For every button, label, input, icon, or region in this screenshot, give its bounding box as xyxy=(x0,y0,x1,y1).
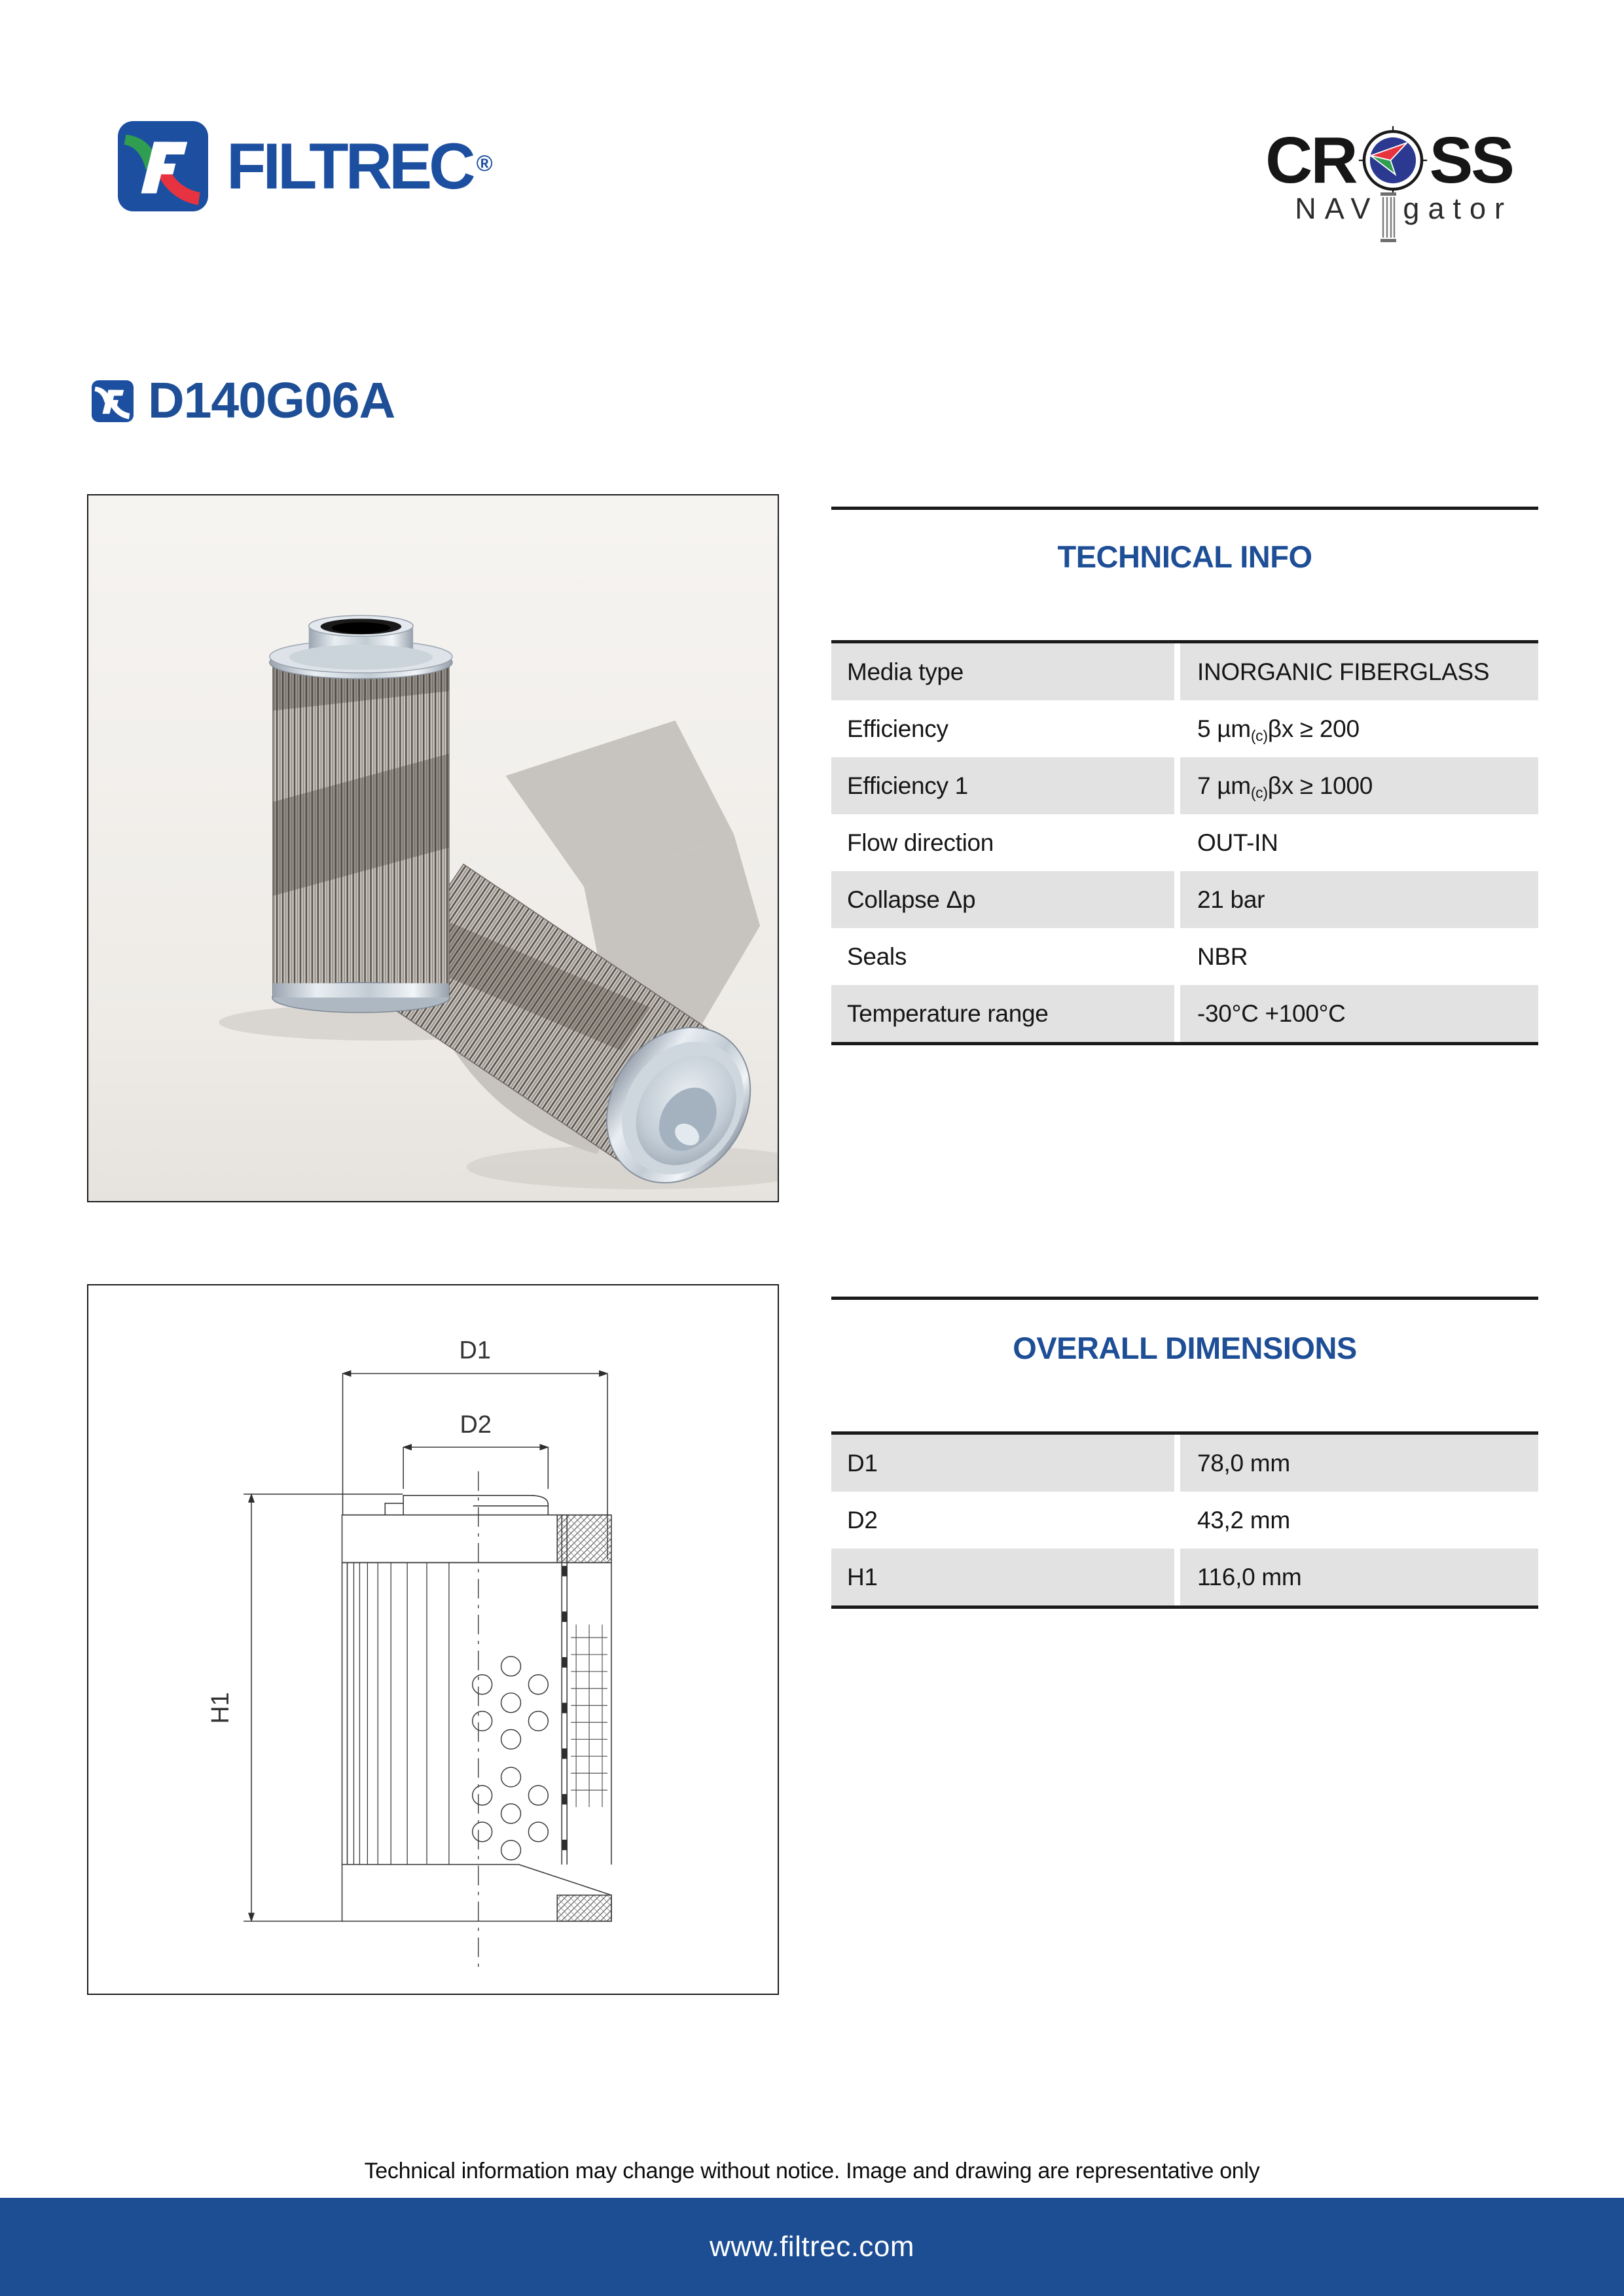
section-divider xyxy=(831,507,1538,510)
row-label: Temperature range xyxy=(847,999,1049,1027)
filtrec-wordmark: FILTREC ® xyxy=(226,130,493,202)
row-label: Efficiency xyxy=(847,715,948,742)
table-row xyxy=(831,643,1538,700)
cross-navigator-logo xyxy=(1238,124,1513,242)
row-value: 21 bar xyxy=(1197,886,1265,913)
column-i-icon xyxy=(1380,192,1397,242)
row-value: INORGANIC FIBERGLASS xyxy=(1197,658,1490,685)
drawing-label-d1: D1 xyxy=(459,1336,491,1365)
row-value: 116,0 mm xyxy=(1197,1563,1302,1590)
row-value: 7 µm xyxy=(1197,772,1251,799)
product-photo xyxy=(87,494,779,1202)
row-label: Media type xyxy=(847,658,964,685)
row-value-suffix: βx ≥ 200 xyxy=(1267,715,1360,742)
technical-drawing-image xyxy=(88,1285,778,1994)
overall-dimensions-table xyxy=(831,1431,1538,1609)
table-row xyxy=(831,1435,1538,1492)
table-row xyxy=(831,814,1538,871)
row-value: OUT-IN xyxy=(1197,829,1278,856)
product-code-icon xyxy=(92,380,134,422)
row-label: Seals xyxy=(847,942,907,970)
table-row xyxy=(831,1549,1538,1605)
website-url: www.filtrec.com xyxy=(709,2231,915,2263)
table-row xyxy=(831,871,1538,928)
overall-dimensions-section xyxy=(831,1297,1538,1609)
row-label: H1 xyxy=(847,1563,878,1590)
technical-drawing xyxy=(87,1284,779,1995)
row-label: D1 xyxy=(847,1449,878,1477)
cross-cr-text: CR xyxy=(1265,124,1356,197)
row-label: Efficiency 1 xyxy=(847,772,968,799)
cross-wordmark xyxy=(1238,124,1513,196)
row-value: 78,0 mm xyxy=(1197,1449,1290,1477)
row-label: D2 xyxy=(847,1506,878,1534)
drawing-label-d2: D2 xyxy=(460,1411,492,1439)
footer-bar xyxy=(0,2198,1624,2296)
technical-info-section xyxy=(831,507,1538,1045)
table-row: Efficiency 5 µm $_{(c)}$ βx ≥ 200 xyxy=(831,700,1538,757)
row-value-suffix: βx ≥ 1000 xyxy=(1267,772,1373,799)
table-row: Efficiency 1 7 µm $_{(c)}$ βx ≥ 1000 xyxy=(831,757,1538,814)
compass-icon xyxy=(1358,125,1428,196)
registered-mark: ® xyxy=(476,151,493,176)
drawing-label-h1: H1 xyxy=(207,1692,235,1724)
filtrec-logo-icon xyxy=(118,121,208,211)
navigator-nav-text: NAV xyxy=(1295,192,1379,225)
product-code: D140G06A xyxy=(148,372,395,429)
overall-dimensions-title: OVERALL DIMENSIONS xyxy=(1013,1331,1357,1365)
table-row xyxy=(831,928,1538,985)
cross-ss-text: SS xyxy=(1429,124,1513,197)
technical-info-table xyxy=(831,640,1538,1045)
row-label: Collapse Δp xyxy=(847,886,976,913)
row-value: 43,2 mm xyxy=(1197,1506,1290,1534)
row-value: NBR xyxy=(1197,942,1248,970)
table-row xyxy=(831,1492,1538,1549)
table-row xyxy=(831,985,1538,1042)
disclaimer-note: Technical information may change without notice. Image and drawing are representative only xyxy=(364,2159,1260,2183)
filtrec-logo xyxy=(118,121,493,211)
technical-info-title: TECHNICAL INFO xyxy=(1057,539,1312,574)
product-title xyxy=(92,372,395,430)
row-value: -30°C +100°C xyxy=(1197,999,1346,1027)
row-label: Flow direction xyxy=(847,829,994,856)
section-divider xyxy=(831,1297,1538,1300)
row-value: 5 µm xyxy=(1197,715,1251,742)
navigator-gator-text: gator xyxy=(1403,192,1513,225)
product-photo-image xyxy=(88,495,778,1201)
navigator-wordmark xyxy=(1238,192,1513,242)
